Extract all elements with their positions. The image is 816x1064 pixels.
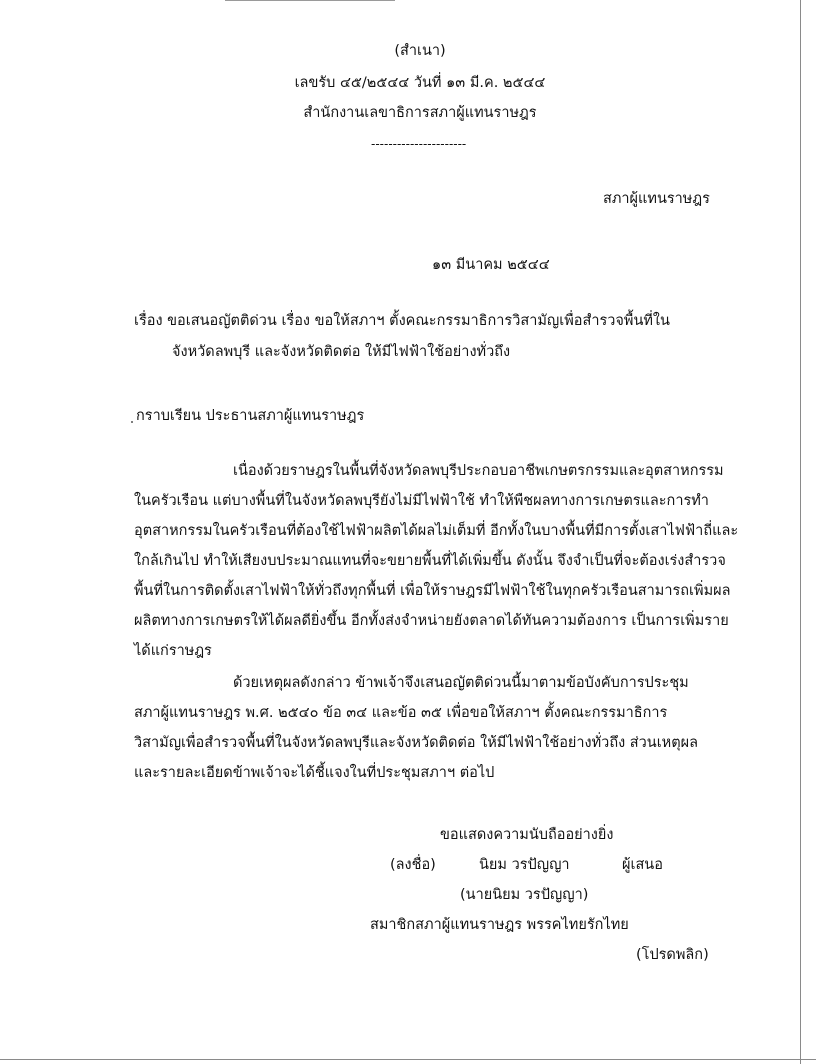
header-separator: ---------------------- [371, 137, 467, 151]
scan-speck [131, 421, 133, 423]
salutation: กราบเรียน ประธานสภาผู้แทนราษฎร [136, 408, 365, 424]
organization-name: สภาผู้แทนราษฎร [603, 191, 710, 207]
printed-name: (นายนิยม วรปัญญา) [460, 887, 589, 903]
closing-respect: ขอแสดงความนับถืออย่างยิ่ง [440, 827, 614, 843]
signature-role: ผู้เสนอ [622, 857, 663, 873]
body-p1-line-7: ได้แก่ราษฎร [134, 643, 212, 659]
body-p1-line-1: เนื่องด้วยราษฎรในพื้นที่จังหวัดลพบุรีประกอบอาชีพเกษตรกรรมและอุตสาหกรรม [233, 463, 724, 479]
turn-page-note: (โปรดพลิก) [636, 947, 709, 963]
office-name: สำนักงานเลขาธิการสภาผู้แทนราษฎร [303, 105, 537, 121]
scan-artifact-line [225, 0, 395, 1]
page-edge-bottom [0, 1059, 816, 1060]
body-p2-line-2: สภาผู้แทนราษฎร พ.ศ. ๒๕๔๐ ข้อ ๓๔ และข้อ ๓๕ เพื่อขอให้สภาฯ ตั้งคณะกรรมาธิการ [134, 705, 668, 721]
copy-mark: (สำเนา) [394, 43, 446, 59]
body-p1-line-6: ผลิตทางการเกษตรให้ได้ผลดียิ่งขึ้น อีกทั้งส่งจำหน่ายยังตลาดได้ทันความต้องการ เป็นการเพิ่มราย [134, 613, 729, 629]
receipt-line: เลขรับ ๔๕/๒๕๔๔ วันที่ ๑๓ มี.ค. ๒๕๔๔ [294, 75, 546, 91]
document-date: ๑๓ มีนาคม ๒๕๔๔ [432, 257, 550, 273]
signature-prefix: (ลงชื่อ) [390, 857, 436, 873]
body-p1-line-2: ในครัวเรือน แต่บางพื้นที่ในจังหวัดลพบุรียังไม่มีไฟฟ้าใช้ ทำให้พืชผลทางการเกษตรและการทำ [134, 493, 709, 509]
subject-line-1: เรื่อง ขอเสนอญัตติด่วน เรื่อง ขอให้สภาฯ ตั้งคณะกรรมาธิการวิสามัญเพื่อสำรวจพื้นที่ใน [134, 313, 670, 329]
signature-name: นิยม วรปัญญา [479, 857, 570, 873]
body-p2-line-3: วิสามัญเพื่อสำรวจพื้นที่ในจังหวัดลพบุรีและจังหวัดติดต่อ ให้มีไฟฟ้าใช้อย่างทั่วถึง ส่วนเหตุผล [134, 735, 699, 751]
body-p1-line-4: ใกล้เกินไป ทำให้เสียงบประมาณแทนที่จะขยายพื้นที่ได้เพิ่มขึ้น ดังนั้น จึงจำเป็นที่จะต้องเร่งสำรวจ [134, 553, 726, 569]
subject-line-2: จังหวัดลพบุรี และจังหวัดติดต่อ ให้มีไฟฟ้าใช้อย่างทั่วถึง [172, 344, 511, 360]
page-edge-right [800, 0, 801, 1064]
member-position: สมาชิกสภาผู้แทนราษฎร พรรคไทยรักไทย [370, 917, 629, 933]
body-p1-line-3: อุตสาหกรรมในครัวเรือนที่ต้องใช้ไฟฟ้าผลิตได้ผลไม่เต็มที่ อีกทั้งในบางพื้นที่มีการตั้งเสาไฟฟ้าถี่และ [134, 523, 739, 539]
body-p2-line-4: และรายละเอียดข้าพเจ้าจะได้ชี้แจงในที่ประชุมสภาฯ ต่อไป [134, 765, 495, 781]
body-p1-line-5: พื้นที่ในการติดตั้งเสาไฟฟ้าให้ทั่วถึงทุกพื้นที่ เพื่อให้ราษฎรมีไฟฟ้าใช้ในทุกครัวเรือนสามารถเพิ่มผล [134, 583, 731, 599]
body-p2-line-1: ด้วยเหตุผลดังกล่าว ข้าพเจ้าจึงเสนอญัตติด่วนนี้มาตามข้อบังคับการประชุม [233, 675, 689, 691]
